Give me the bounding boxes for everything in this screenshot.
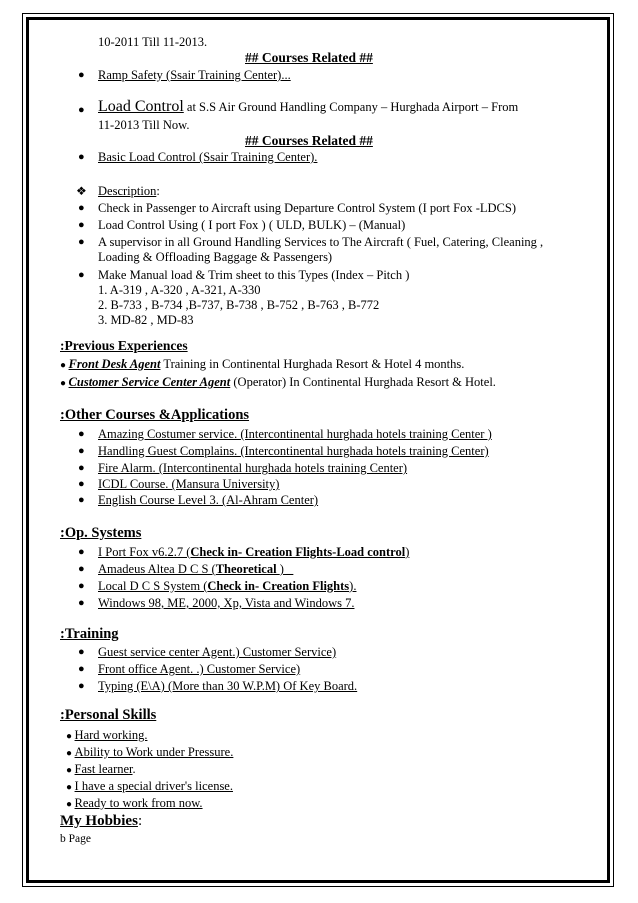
course-item: Basic Load Control (Ssair Training Center). — [98, 150, 318, 164]
aircraft-type: 2. B-733 , B-734 ,B-737, B-738 , B-752 , B-763 , B-772 — [98, 298, 380, 312]
system-item: Amadeus Altea D C S (Theoretical ) _ — [98, 562, 294, 576]
bullet: ● — [78, 680, 85, 692]
course-list-item: Fire Alarm. (Intercontinental hurghada hotels training Center) — [98, 461, 408, 475]
course-list-item: Handling Guest Complains. (Intercontinental hurghada hotels training Center) — [98, 444, 489, 458]
courses-heading-1: ## Courses Related ## — [245, 50, 373, 65]
skill-item: ● I have a special driver's license. — [66, 779, 233, 793]
bullet: ● — [78, 494, 85, 506]
bullet: ● — [78, 428, 85, 440]
bullet: ● — [78, 563, 85, 575]
training-item: Guest service center Agent.) Customer Service) — [98, 645, 337, 659]
duty-item: Make Manual load & Trim sheet to this Types (Index – Pitch ) — [98, 268, 410, 282]
section-heading-courses: :Other Courses &Applications — [60, 407, 250, 423]
description-line: Description: — [98, 184, 160, 198]
aircraft-type: 1. A-319 , A-320 , A-321, A-330 — [98, 283, 261, 297]
diamond-bullet-icon: ❖ — [76, 184, 87, 198]
bullet: ● — [78, 663, 85, 675]
section-heading-training: :Training — [60, 626, 119, 642]
bullet: ● — [78, 151, 85, 163]
skill-item: ● Ability to Work under Pressure. — [66, 745, 234, 759]
section-heading-systems: :Op. Systems — [60, 525, 142, 541]
system-item: Windows 98, ME, 2000, Xp, Vista and Windows 7. — [98, 596, 355, 610]
bullet: ● — [78, 202, 85, 214]
system-item: I Port Fox v6.2.7 (Check in- Creation Flights-Load control) — [98, 545, 410, 559]
bullet: ● — [78, 580, 85, 592]
job-title: Load Control — [98, 98, 184, 115]
section-heading-skills: :Personal Skills — [60, 707, 157, 723]
bullet: ● — [78, 269, 85, 281]
hobbies-heading: My Hobbies: — [60, 813, 143, 829]
duty-item-cont: Loading & Offloading Baggage & Passengers) — [98, 250, 333, 264]
bullet: ● — [78, 546, 85, 558]
duty-item: Load Control Using ( I port Fox ) ( ULD, BULK) – (Manual) — [98, 218, 406, 232]
job-title-rest: at S.S Air Ground Handling Company – Hurghada Airport – From — [183, 100, 519, 114]
job-title-line — [98, 99, 518, 115]
bullet: ● — [78, 646, 85, 658]
job-dates-2: 11-2013 Till Now. — [98, 118, 190, 132]
courses-heading-2: ## Courses Related ## — [245, 133, 373, 148]
system-item: Local D C S System (Check in- Creation Flights). — [98, 579, 357, 593]
bullet: ● — [78, 104, 85, 116]
course-list-item: ICDL Course. (Mansura University) — [98, 477, 280, 491]
previous-item: ● Front Desk Agent Training in Continental Hurghada Resort & Hotel 4 months. — [60, 357, 465, 371]
skill-item: ● Hard working. — [66, 728, 148, 742]
bullet: ● — [78, 597, 85, 609]
course-item: Ramp Safety (Ssair Training Center)... — [98, 68, 291, 82]
description-label: Description — [98, 184, 157, 198]
duty-item: A supervisor in all Ground Handling Services to The Aircraft ( Fuel, Catering, Cleaning , — [98, 235, 544, 249]
bullet: ● — [78, 219, 85, 231]
bullet: ● — [78, 236, 85, 248]
training-item: Front office Agent. .) Customer Service) — [98, 662, 301, 676]
skill-item: ● Ready to work from now. — [66, 796, 203, 810]
duty-item: Check in Passenger to Aircraft using Departure Control System (I port Fox -LDCS) — [98, 201, 516, 215]
section-heading-previous: :Previous Experiences — [60, 338, 188, 353]
course-list-item: English Course Level 3. (Al-Ahram Center) — [98, 493, 319, 507]
bullet: ● — [78, 478, 85, 490]
job-dates: 10-2011 Till 11-2013. — [98, 35, 208, 49]
bullet: ● — [78, 462, 85, 474]
skill-item: ● Fast learner. — [66, 762, 136, 776]
page-footer: b Page — [60, 833, 91, 845]
course-list-item: Amazing Costumer service. (Intercontinental hurghada hotels training Center ) — [98, 427, 492, 441]
training-item: Typing (E\A) (More than 30 W.P.M) Of Key Board. — [98, 679, 358, 693]
aircraft-type: 3. MD-82 , MD-83 — [98, 313, 194, 327]
bullet: ● — [78, 445, 85, 457]
bullet: ● — [78, 69, 85, 81]
previous-item: ● Customer Service Center Agent (Operator) In Continental Hurghada Resort & Hotel. — [60, 375, 496, 389]
